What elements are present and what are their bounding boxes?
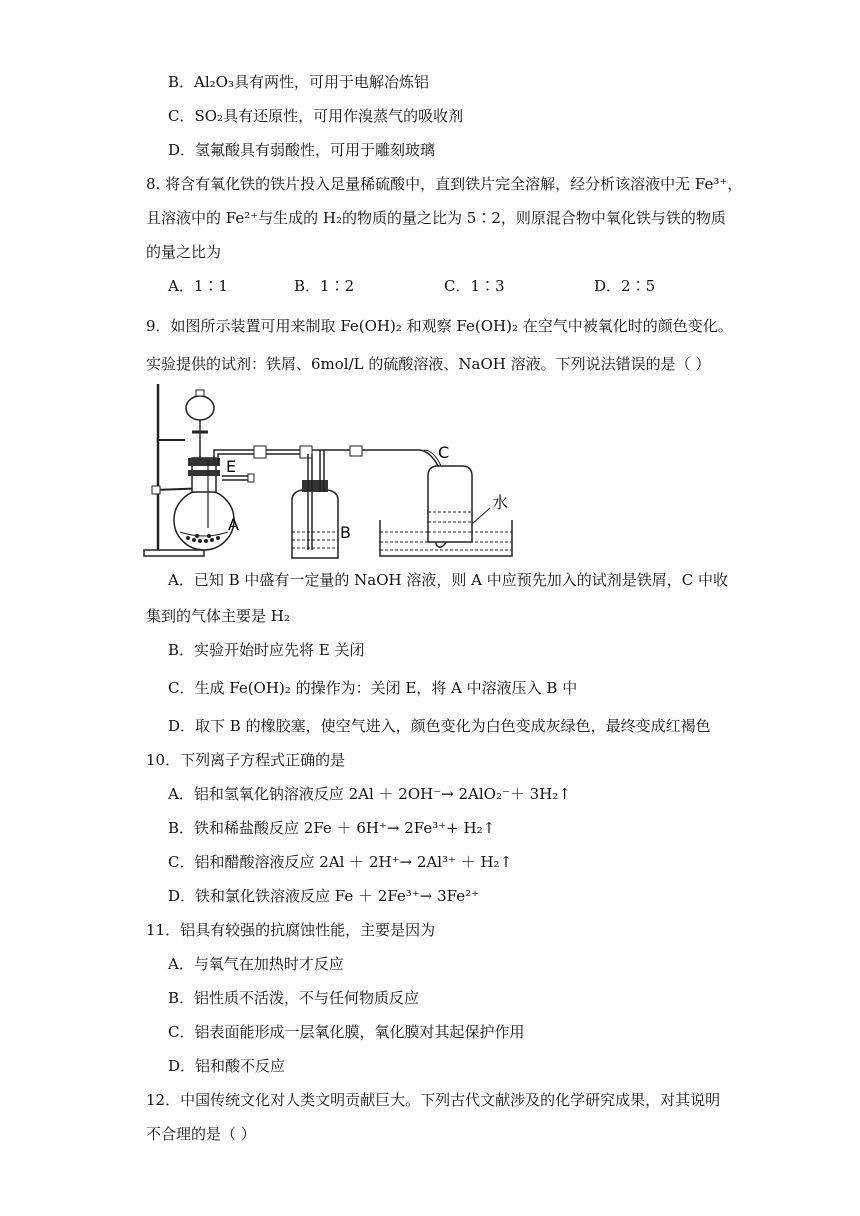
q11-option-c: C．铝表面能形成一层氧化膜，氧化膜对其起保护作用 xyxy=(168,1023,525,1041)
q9-option-a-line2: 集到的气体主要是 H₂ xyxy=(146,607,290,625)
q9-option-a-line1: A．已知 B 中盛有一定量的 NaOH 溶液，则 A 中应预先加入的试剂是铁屑，C 中收 xyxy=(168,571,728,589)
q8-stem-line1: 8. 将含有氧化铁的铁片投入足量稀硫酸中，直到铁片完全溶解，经分析该溶液中无 Fe³⁺， xyxy=(146,175,743,193)
q12-stem-line1: 12．中国传统文化对人类文明贡献巨大。下列古代文献涉及的化学研究成果，对其说明 xyxy=(146,1091,721,1109)
q7-option-c: C．SO₂具有还原性，可用作溴蒸气的吸收剂 xyxy=(168,107,464,125)
q9-option-b: B．实验开始时应先将 E 关闭 xyxy=(168,641,365,659)
q7-option-b: B．Al₂O₃具有两性，可用于电解冶炼铝 xyxy=(168,73,429,91)
q11-option-a: A．与氧气在加热时才反应 xyxy=(168,955,344,973)
q8-stem-line3: 的量之比为 xyxy=(146,243,222,261)
q10-option-b: B．铁和稀盐酸反应 2Fe ＋ 6H⁺→ 2Fe³⁺+ H₂↑ xyxy=(168,819,496,837)
q10-stem: 10．下列离子方程式正确的是 xyxy=(146,751,346,769)
q8-stem-line2: 且溶液中的 Fe²⁺与生成的 H₂的物质的量之比为 5∶2，则原混合物中氧化铁与铁的物质 xyxy=(146,209,726,227)
label-a: A xyxy=(228,515,239,534)
q7-option-d: D．氢氟酸具有弱酸性，可用于雕刻玻璃 xyxy=(168,141,436,159)
q10-option-d: D．铁和氯化铁溶液反应 Fe ＋ 2Fe³⁺→ 3Fe²⁺ xyxy=(168,887,480,905)
q9-option-d: D．取下 B 的橡胶塞，使空气进入，颜色变化为白色变成灰绿色，最终变成红褐色 xyxy=(168,717,711,735)
q10-option-a: A．铝和氢氧化钠溶液反应 2Al ＋ 2OH⁻→ 2AlO₂⁻＋ 3H₂↑ xyxy=(168,785,571,803)
label-e: E xyxy=(226,457,237,476)
q8-option-c: C．1∶3 xyxy=(444,277,505,295)
q11-option-d: D．铝和酸不反应 xyxy=(168,1057,286,1075)
q12-stem-line2: 不合理的是（ ） xyxy=(146,1125,256,1143)
q8-option-d: D．2∶5 xyxy=(594,277,656,295)
q9-stem-line2: 实验提供的试剂：铁屑、6mol/L 的硫酸溶液、NaOH 溶液。下列说法错误的是（ ） xyxy=(146,355,711,373)
stand-base xyxy=(144,550,204,556)
q8-option-b: B．1∶2 xyxy=(294,277,355,295)
label-c: C xyxy=(438,443,450,462)
q11-stem: 11．铝具有较强的抗腐蚀性能，主要是因为 xyxy=(146,921,436,939)
q9-option-c: C．生成 Fe(OH)₂ 的操作为：关闭 E，将 A 中溶液压入 B 中 xyxy=(168,679,578,697)
label-water: 水 xyxy=(492,493,509,512)
gas-jar-c xyxy=(428,466,472,542)
label-b: B xyxy=(340,523,351,542)
q10-option-c: C．铝和醋酸溶液反应 2Al ＋ 2H⁺→ 2Al³⁺ ＋ H₂↑ xyxy=(168,853,513,871)
q9-stem-line1: 9．如图所示装置可用来制取 Fe(OH)₂ 和观察 Fe(OH)₂ 在空气中被氧化时的颜色变化。 xyxy=(146,317,733,335)
q8-option-a: A．1∶1 xyxy=(168,277,228,295)
q9-apparatus-figure xyxy=(140,380,520,560)
q11-option-b: B．铝性质不活泼，不与任何物质反应 xyxy=(168,989,420,1007)
